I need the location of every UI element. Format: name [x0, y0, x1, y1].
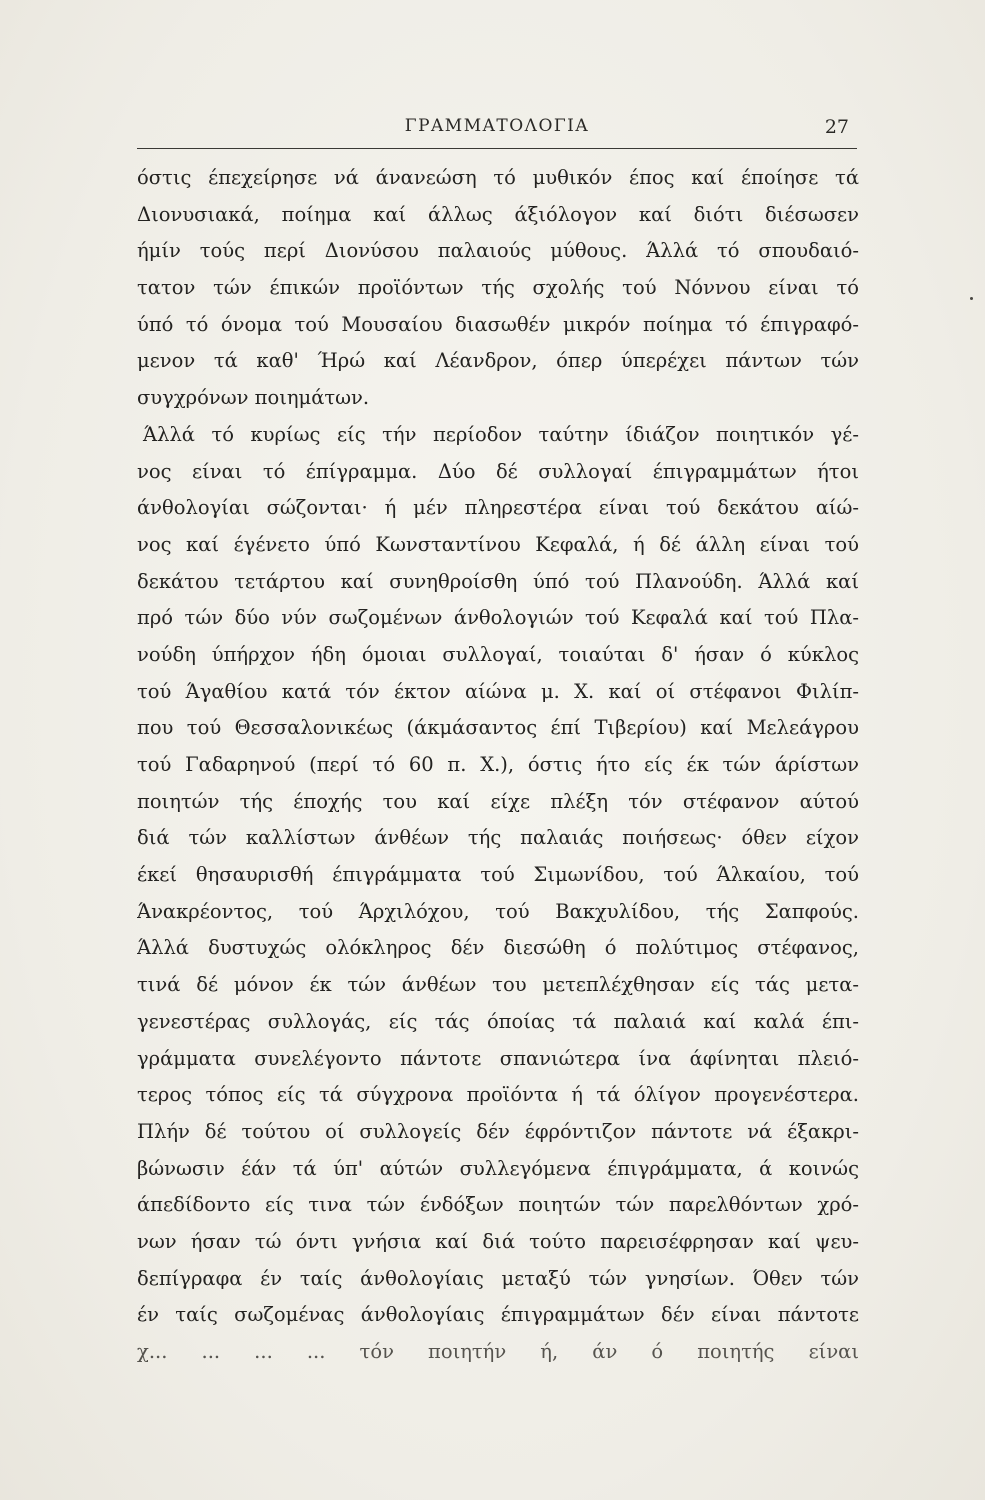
text-line: ύπό τό όνομα τού Μουσαίου διασωθέν μικρόν ποίημα τό έπιγραφό- [137, 312, 859, 336]
text-line: νος είναι τό έπίγραμμα. Δύο δέ συλλογαί έπιγραμμάτων ήτοι [137, 459, 859, 483]
text-line: συγχρόνων ποιημάτων. [137, 386, 370, 410]
text-line: Άνακρέοντος, τού Άρχιλόχου, τού Βακχυλίδου, τής Σαπφούς. [137, 899, 859, 923]
text-line: που τού Θεσσαλονικέως (άκμάσαντος έπί Τιβερίου) καί Μελεάγρου [137, 716, 859, 740]
text-line: άνθολογίαι σώζονται· ή μέν πληρεστέρα είναι τού δεκάτου αίώ- [137, 496, 859, 520]
text-line: τερος τόπος είς τά σύγχρονα προϊόντα ή τά όλίγον προγενέστερα. [137, 1083, 859, 1107]
text-line: έν ταίς σωζομένας άνθολογίαις έπιγραμμάτων δέν είναι πάντοτε [137, 1303, 859, 1327]
running-title: ΓΡΑΜΜΑΤΟΛΟΓΙΑ [404, 116, 590, 136]
text-line: δεπίγραφα έν ταίς άνθολογίαις μεταξύ τών γνησίων. Όθεν τών [137, 1266, 859, 1290]
print-speck [970, 297, 973, 300]
text-line: Άλλά τό κυρίως είς τήν περίοδον ταύτην ίδιάζον ποιητικόν γέ- [143, 422, 859, 446]
text-line: τινά δέ μόνον έκ τών άνθέων του μετεπλέχθησαν είς τάς μετα- [137, 973, 859, 997]
text-line: μενον τά καθ' Ήρώ καί Λέανδρον, όπερ ύπερέχει πάντων τών [137, 349, 859, 373]
text-line: χ... ... ... ... τόν ποιητήν ή, άν ό ποιητής είναι [137, 1340, 859, 1363]
text-line: άπεδίδοντο είς τινα τών ένδόξων ποιητών τών παρελθόντων χρό- [137, 1193, 859, 1217]
header-rule [137, 148, 857, 149]
text-line: γράμματα συνελέγοντο πάντοτε σπανιώτερα ίνα άφίνηται πλειό- [137, 1046, 859, 1070]
text-line: όστις έπεχείρησε νά άνανεώση τό μυθικόν έπος καί έποίησε τά [137, 166, 859, 189]
text-line: ποιητών τής έποχής του καί είχε πλέξη τόν στέφανον αύτού [137, 789, 859, 813]
text-line: τού Άγαθίου κατά τόν έκτον αίώνα μ. Χ. καί οί στέφανοι Φιλίπ- [137, 679, 859, 703]
page-header [137, 116, 857, 146]
text-line: ήμίν τούς περί Διονύσου παλαιούς μύθους. Άλλά τό σπουδαιό- [137, 239, 859, 263]
text-line: τού Γαδαρηνού (περί τό 60 π. Χ.), όστις ήτο είς έκ τών άρίστων [137, 753, 859, 776]
text-line: πρό τών δύο νύν σωζομένων άνθολογιών τού Κεφαλά καί τού Πλα- [137, 606, 859, 630]
text-line: Πλήν δέ τούτου οί συλλογείς δέν έφρόντιζον πάντοτε νά έξακρι- [137, 1119, 859, 1143]
text-line: Διονυσιακά, ποίημα καί άλλως άξιόλογον καί διότι διέσωσεν [137, 202, 859, 226]
text-line: τατον τών έπικών προϊόντων τής σχολής τού Νόννου είναι τό [137, 276, 859, 300]
text-line: γενεστέρας συλλογάς, είς τάς όποίας τά παλαιά καί καλά έπι- [137, 1009, 859, 1033]
body-text [137, 160, 859, 1371]
text-line: διά τών καλλίστων άνθέων τής παλαιάς ποιήσεως· όθεν είχον [137, 826, 859, 850]
text-line: νος καί έγένετο ύπό Κωνσταντίνου Κεφαλά, ή δέ άλλη είναι τού [137, 532, 859, 556]
text-line: δεκάτου τετάρτου καί συνηθροίσθη ύπό τού Πλανούδη. Άλλά καί [137, 569, 859, 593]
text-line: έκεί θησαυρισθή έπιγράμματα τού Σιμωνίδου, τού Άλκαίου, τού [137, 863, 859, 887]
text-line: νων ήσαν τώ όντι γνήσια καί διά τούτο παρεισέφρησαν καί ψευ- [137, 1229, 859, 1253]
text-line: νούδη ύπήρχον ήδη όμοιαι συλλογαί, τοιαύται δ' ήσαν ό κύκλος [137, 642, 859, 666]
page-number: 27 [824, 116, 849, 138]
text-line: Άλλά δυστυχώς ολόκληρος δέν διεσώθη ό πολύτιμος στέφανος, [137, 936, 859, 960]
text-line: βώνωσιν έάν τά ύπ' αύτών συλλεγόμενα έπιγράμματα, ά κοινώς [137, 1156, 859, 1180]
